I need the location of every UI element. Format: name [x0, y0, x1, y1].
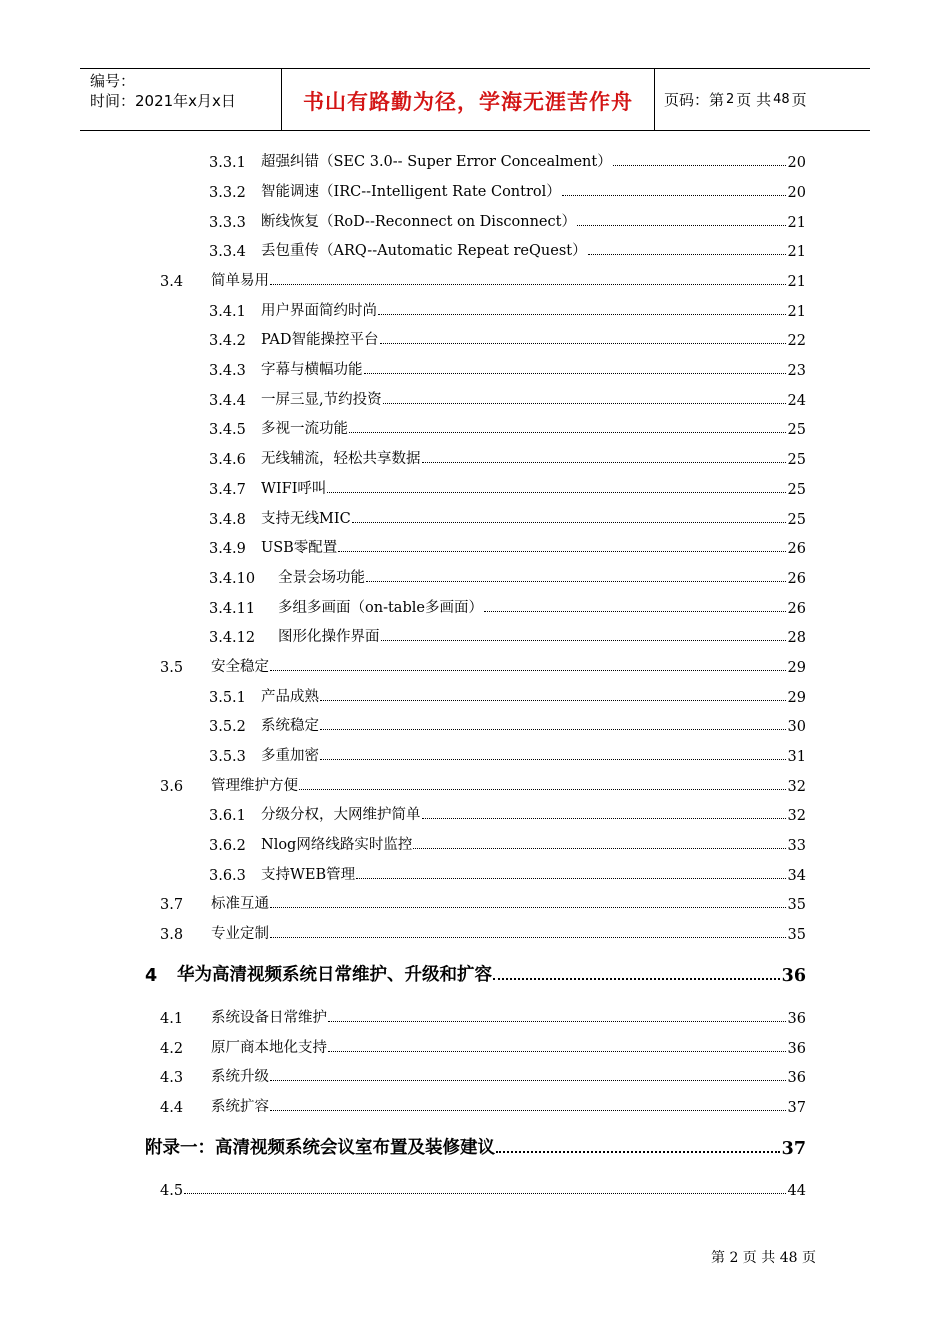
toc-entry[interactable] [209, 298, 806, 320]
toc-leader [484, 611, 786, 612]
toc-number: 3.4.6 [209, 452, 246, 468]
toc-entry[interactable] [160, 891, 806, 913]
toc-leader [378, 314, 786, 315]
toc-leader [299, 789, 786, 790]
toc-title: 系统设备日常维护 [211, 1010, 327, 1026]
toc-entry[interactable] [209, 209, 806, 231]
toc-entry[interactable] [209, 802, 806, 824]
toc-entry[interactable] [160, 268, 806, 290]
toc-number: 3.5 [160, 660, 184, 676]
toc-title: 一屏三显,节约投资 [261, 392, 382, 408]
toc-entry[interactable] [160, 921, 806, 943]
toc-title: 附录一：高清视频系统会议室布置及装修建议 [145, 1138, 495, 1158]
page-header [80, 68, 870, 131]
toc-entry[interactable] [209, 416, 806, 438]
toc-title: 系统稳定 [261, 718, 319, 734]
toc-page: 25 [787, 482, 806, 498]
toc-entry[interactable] [209, 327, 806, 349]
toc-entry[interactable] [209, 149, 806, 171]
toc-title: 无线辅流，轻松共享数据 [261, 451, 421, 467]
toc-entry[interactable] [160, 1177, 806, 1199]
toc-title: 4.5 [160, 1183, 184, 1199]
toc-leader [270, 1080, 786, 1081]
toc-number: 3.4.8 [209, 512, 246, 528]
toc-leader [577, 225, 786, 226]
toc-page: 31 [787, 749, 806, 765]
header-page-info [655, 69, 870, 130]
toc-title: 用户界面简约时尚 [261, 303, 377, 319]
toc-title: 多组多画面（on-table多画面） [278, 600, 483, 616]
toc-page: 21 [787, 244, 806, 260]
toc-leader [588, 254, 786, 255]
toc-leader [613, 165, 786, 166]
toc-leader [270, 937, 786, 938]
toc-number: 3.4.9 [209, 541, 246, 557]
toc-page: 29 [787, 690, 806, 706]
page-current: 2 [726, 92, 735, 107]
toc-entry[interactable] [209, 624, 806, 646]
toc-page: 20 [787, 155, 806, 171]
toc-entry[interactable] [209, 862, 806, 884]
toc-leader [413, 848, 785, 849]
toc-number: 3.3.3 [209, 215, 246, 231]
toc-entry[interactable] [209, 684, 806, 706]
page-total: 48 [773, 92, 790, 107]
toc-page: 24 [787, 393, 806, 409]
toc-title: 智能调速（IRC--Intelligent Rate Control） [261, 184, 561, 200]
toc-page: 21 [787, 274, 806, 290]
toc-title: 超强纠错（SEC 3.0-- Super Error Concealment） [261, 154, 612, 170]
toc-number: 3.4.4 [209, 393, 246, 409]
toc-page: 36 [787, 1070, 806, 1086]
toc-appendix-entry[interactable] [145, 1133, 806, 1159]
toc-leader [320, 759, 786, 760]
toc-leader [270, 1110, 786, 1111]
toc-title: 系统升级 [211, 1069, 269, 1085]
toc-title: 系统扩容 [211, 1099, 269, 1115]
number-label: 编号： [90, 72, 136, 90]
toc-leader [422, 462, 786, 463]
header-meta [80, 69, 282, 130]
toc-page: 20 [787, 185, 806, 201]
toc-entry[interactable] [209, 179, 806, 201]
toc-page: 35 [787, 897, 806, 913]
toc-page: 21 [787, 304, 806, 320]
toc-number: 3.7 [160, 897, 184, 913]
toc-number: 3.4.11 [209, 601, 256, 617]
toc-title: WIFI呼叫 [261, 481, 327, 497]
toc-number: 3.5.2 [209, 719, 246, 735]
toc-title: 标准互通 [211, 896, 269, 912]
toc-leader [270, 907, 786, 908]
page-footer: 第 2 页 共 48 页 [711, 1250, 816, 1266]
toc-leader [270, 284, 786, 285]
toc-leader [270, 670, 786, 671]
toc-leader [493, 978, 780, 980]
toc-page: 21 [787, 215, 806, 231]
toc-entry[interactable] [209, 832, 806, 854]
toc-number: 3.4.3 [209, 363, 246, 379]
toc-leader [349, 432, 786, 433]
time-label: 时间：2021年x月x日 [90, 92, 236, 110]
toc-number: 3.4.2 [209, 333, 246, 349]
toc-leader [320, 700, 786, 701]
toc-title: USB零配置 [261, 540, 338, 556]
toc-entry[interactable] [160, 654, 806, 676]
toc-entry[interactable] [209, 506, 806, 528]
toc-number: 4.3 [160, 1070, 184, 1086]
toc-page: 36 [781, 966, 806, 986]
toc-entry[interactable] [209, 565, 806, 587]
toc-leader [422, 818, 786, 819]
header-motto: 书山有路勤为径，学海无涯苦作舟 [282, 69, 655, 130]
toc-title: 支持WEB管理 [261, 867, 356, 883]
toc-leader [496, 1151, 780, 1153]
toc-page: 44 [787, 1183, 806, 1199]
toc-title: PAD智能操控平台 [261, 332, 379, 348]
toc-leader [352, 522, 786, 523]
toc-page: 22 [787, 333, 806, 349]
toc-title: 简单易用 [211, 273, 269, 289]
toc-number: 3.4.1 [209, 304, 246, 320]
toc-leader [380, 343, 786, 344]
toc-page: 32 [787, 779, 806, 795]
toc-number: 3.8 [160, 927, 184, 943]
toc-title: 字幕与横幅功能 [261, 362, 363, 378]
page-suffix: 页 [791, 91, 807, 109]
toc-leader [356, 878, 785, 879]
toc-title: 分级分权，大网维护简单 [261, 807, 421, 823]
toc-title: 全景会场功能 [278, 570, 365, 586]
toc-number: 3.4.5 [209, 422, 246, 438]
toc-page: 36 [787, 1041, 806, 1057]
toc-number: 4.1 [160, 1011, 184, 1027]
toc-number: 3.4.10 [209, 571, 256, 587]
toc-number: 3.6.3 [209, 868, 246, 884]
toc-page: 26 [787, 541, 806, 557]
toc-entry[interactable] [160, 1064, 806, 1086]
toc-chapter-entry[interactable] [145, 960, 806, 986]
toc-page: 37 [787, 1100, 806, 1116]
toc-entry[interactable] [209, 535, 806, 557]
toc-number: 3.5.1 [209, 690, 246, 706]
toc-entry[interactable] [160, 1035, 806, 1057]
toc-number: 3.3.4 [209, 244, 246, 260]
toc-leader [364, 373, 786, 374]
toc-number: 3.4.7 [209, 482, 246, 498]
toc-number: 4.4 [160, 1100, 184, 1116]
toc-number: 3.4 [160, 274, 184, 290]
toc-page: 25 [787, 422, 806, 438]
toc-page: 37 [781, 1139, 806, 1159]
toc-number: 3.4.12 [209, 630, 256, 646]
toc-number: 3.5.3 [209, 749, 246, 765]
toc-title: 多视一流功能 [261, 421, 348, 437]
toc-entry[interactable] [160, 1094, 806, 1116]
toc-page: 32 [787, 808, 806, 824]
toc-title: 管理维护方便 [211, 778, 298, 794]
toc-entry[interactable] [209, 357, 806, 379]
toc-leader [328, 1021, 786, 1022]
toc-number: 4 [145, 966, 158, 986]
toc-entry[interactable] [209, 713, 806, 735]
toc-leader [184, 1193, 785, 1194]
toc-entry[interactable] [209, 446, 806, 468]
toc-leader [383, 403, 786, 404]
toc-leader [381, 640, 786, 641]
toc-title: 支持无线MIC [261, 511, 351, 527]
toc-page: 30 [787, 719, 806, 735]
toc-entry[interactable] [209, 595, 806, 617]
toc-title: 图形化操作界面 [278, 629, 380, 645]
page-middle: 页 共 [736, 91, 772, 109]
toc-title: 断线恢复（RoD--Reconnect on Disconnect） [261, 214, 576, 230]
toc-number: 3.3.2 [209, 185, 246, 201]
toc-page: 26 [787, 601, 806, 617]
toc-title: 多重加密 [261, 748, 319, 764]
toc-title: 丢包重传（ARQ--Automatic Repeat reQuest） [261, 243, 587, 259]
toc-page: 26 [787, 571, 806, 587]
toc-page: 23 [787, 363, 806, 379]
toc-page: 29 [787, 660, 806, 676]
toc-page: 33 [787, 838, 806, 854]
toc-entry[interactable] [209, 387, 806, 409]
toc-title: 产品成熟 [261, 689, 319, 705]
toc-page: 35 [787, 927, 806, 943]
toc-title: 华为高清视频系统日常维护、升级和扩容 [177, 965, 492, 985]
toc-number: 3.6.1 [209, 808, 246, 824]
page-prefix: 页码：第 [664, 91, 725, 109]
toc-number: 3.6.2 [209, 838, 246, 854]
toc-page: 34 [787, 868, 806, 884]
toc-leader [328, 1051, 786, 1052]
toc-title: Nlog网络线路实时监控 [261, 837, 413, 853]
toc-page: 25 [787, 512, 806, 528]
toc-page: 36 [787, 1011, 806, 1027]
toc-leader [320, 729, 786, 730]
toc-leader [562, 195, 786, 196]
toc-leader [327, 492, 785, 493]
toc-page: 25 [787, 452, 806, 468]
toc-entry[interactable] [209, 238, 806, 260]
toc-number: 3.6 [160, 779, 184, 795]
toc-entry[interactable] [160, 1005, 806, 1027]
toc-title: 安全稳定 [211, 659, 269, 675]
toc-entry[interactable] [209, 743, 806, 765]
toc-page: 28 [787, 630, 806, 646]
toc-number: 3.3.1 [209, 155, 246, 171]
toc-title: 专业定制 [211, 926, 269, 942]
toc-leader [338, 551, 785, 552]
toc-title: 原厂商本地化支持 [211, 1040, 327, 1056]
toc-leader [366, 581, 786, 582]
toc-number: 4.2 [160, 1041, 184, 1057]
toc-entry[interactable] [209, 476, 806, 498]
toc-entry[interactable] [160, 773, 806, 795]
